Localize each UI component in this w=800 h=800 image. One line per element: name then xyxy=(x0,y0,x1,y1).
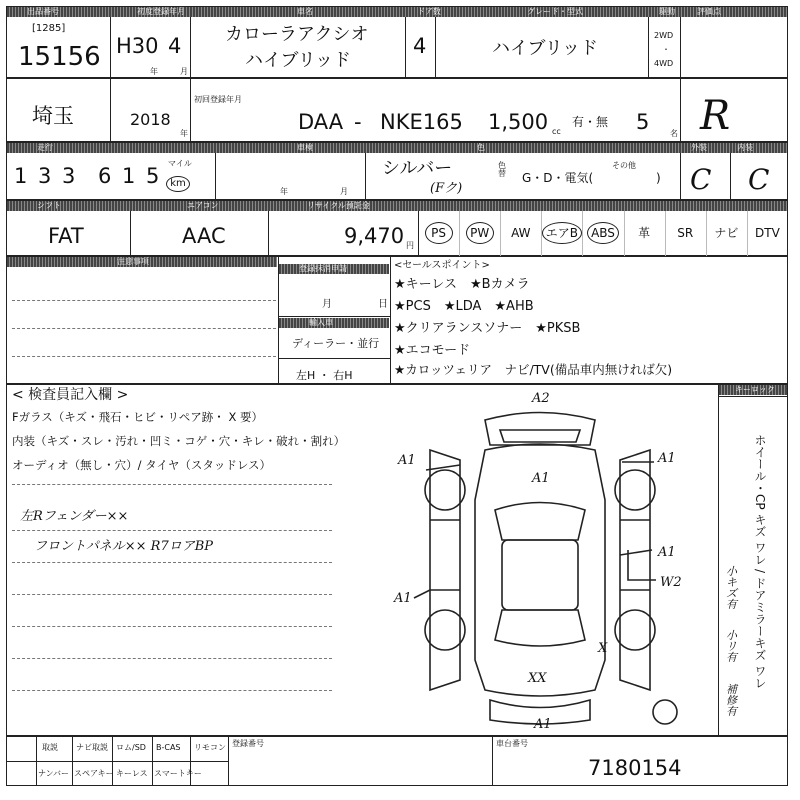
divider xyxy=(718,384,719,736)
car-name-line2: ハイブリッド xyxy=(245,50,352,71)
annotation-a1: A1 xyxy=(398,453,416,468)
row1-header: 出品番号 初度登録年月 車名 ドア数 グレード・型式 駆動 評価点 xyxy=(7,7,787,17)
divider xyxy=(110,17,111,78)
divider xyxy=(365,153,366,200)
inspector-title: < 検査員記入欄 > xyxy=(12,387,129,403)
chassis-label: 車台番号 xyxy=(496,739,528,748)
annotation-a1: A1 xyxy=(394,591,412,606)
model-prefix: DAA xyxy=(298,110,344,134)
handwritten-note: 補修有 xyxy=(726,683,737,718)
option-7: ナビ xyxy=(714,226,739,240)
rear-glass xyxy=(495,610,585,646)
handwritten-note: 小キズ有 xyxy=(726,565,737,611)
divider xyxy=(730,153,731,200)
rear-view-outline xyxy=(485,413,595,446)
divider xyxy=(665,211,666,256)
annotation-a1: A1 xyxy=(532,471,550,486)
reg-year: 2018 xyxy=(130,110,171,129)
color-note: (Fク) xyxy=(430,181,463,196)
handwritten-note: フロントパネル×× R7ロアBP xyxy=(34,539,214,554)
interior-line: 内装（キズ・スレ・汚れ・凹ミ・コゲ・穴・キレ・破れ・割れ） xyxy=(12,434,346,448)
first-reg-month: 4 xyxy=(168,34,182,58)
annotation-a1: A1 xyxy=(658,451,676,466)
divider xyxy=(405,17,406,78)
keylock-circle xyxy=(653,700,677,724)
option-8: DTV xyxy=(755,226,780,240)
reg-label: 登録番号 xyxy=(232,739,264,748)
divider xyxy=(541,211,542,256)
divider xyxy=(130,211,131,256)
import-header: 輸入車 xyxy=(279,318,389,328)
divider xyxy=(190,17,191,78)
divider xyxy=(500,211,501,256)
km-unit: km xyxy=(166,176,190,192)
handwritten-note: 小リ有 xyxy=(726,629,737,664)
sales-point: ★PCS ★LDA ★AHB xyxy=(394,299,534,314)
car-name-line1: カローラアクシオ xyxy=(225,24,369,45)
notes-header: 注意事項 xyxy=(7,257,277,267)
turbo: 有・無 xyxy=(572,115,609,129)
wheel-mirror-notes: ホイール・CP キズ ワレ / ドアミラーキズ ワレ xyxy=(753,434,767,689)
divider xyxy=(680,78,681,142)
windshield-line: Fガラス（キズ・飛石・ヒビ・リペア跡・ X 要） xyxy=(12,410,263,424)
chassis-number: 7180154 xyxy=(588,756,682,780)
seats: 5 xyxy=(636,110,650,134)
sales-header: <セールスポイント> xyxy=(394,260,490,271)
wheel-front-right xyxy=(615,610,655,650)
divider xyxy=(747,211,748,256)
annotation-a1: A1 xyxy=(658,545,676,560)
divider xyxy=(268,211,269,256)
color: シルバー xyxy=(382,158,453,179)
annotation-a2: A2 xyxy=(532,391,550,406)
displacement: 1,500 xyxy=(488,110,549,134)
divider xyxy=(435,17,436,78)
handwritten-note: 左Rフェンダー×× xyxy=(20,509,129,524)
model-code: NKE165 xyxy=(380,110,463,134)
first-reg-era-year: H30 xyxy=(116,34,159,58)
sales-point: ★クリアランスソナー ★PKSB xyxy=(394,321,581,336)
annotation-a1: A1 xyxy=(534,717,552,732)
wheel-rear-left xyxy=(425,470,465,510)
row3-header: 走行 車検 色 外装 内装 xyxy=(7,143,787,153)
divider xyxy=(459,211,460,256)
door-count: 4 xyxy=(413,34,427,58)
divider xyxy=(390,256,391,384)
option-6: SR xyxy=(677,226,694,240)
region: 埼玉 xyxy=(32,104,74,128)
annotation-xx: XX xyxy=(528,671,547,686)
row4-header: シフト エアコン リサイクル預託金 xyxy=(7,201,787,211)
option-5: 革 xyxy=(638,226,651,240)
option-4: ABS xyxy=(582,222,623,244)
divider xyxy=(680,17,681,78)
lot-small: [1285] xyxy=(32,23,66,34)
option-0: PS xyxy=(418,222,459,244)
right-side-outline xyxy=(620,450,650,690)
dereg-header: 登録抹消申請 xyxy=(279,264,389,274)
paint-type: G・D・電気( xyxy=(522,171,594,185)
grade: ハイブリッド xyxy=(492,38,599,59)
lot-number: 15156 xyxy=(18,42,101,72)
keylock-header: キーロック xyxy=(719,385,787,395)
option-2: AW xyxy=(511,226,531,240)
recycle-fee: 9,470 xyxy=(344,224,405,248)
divider xyxy=(624,211,625,256)
divider xyxy=(110,78,111,142)
air-conditioner: AAC xyxy=(182,224,226,248)
car-diagram xyxy=(390,390,720,732)
divider xyxy=(582,211,583,256)
annotation-x: X xyxy=(598,641,608,656)
annotation-w2: W2 xyxy=(660,575,682,590)
divider xyxy=(648,17,649,78)
wheel-rear-right xyxy=(615,470,655,510)
divider xyxy=(190,78,191,142)
interior-grade: C xyxy=(748,163,770,196)
score: R xyxy=(700,93,731,139)
dealer-parallel: ディーラー・並行 xyxy=(292,337,380,350)
auction-sheet: 出品番号 初度登録年月 車名 ドア数 グレード・型式 駆動 評価点 [1285] 15156 H30 4 年 月 カローラアクシオ ハイブリッド 4 ハイブリッド 2WD ・ 4WD R 埼玉 2018 年 初回登録年月 DAA - NKE165 1,500 cc 有・無 5 名 走行 車検 色 外装 内装 1 3 3 6 1 5 マイル km 年 月 シルバー (Fク) 色替 G・D・電気( その他 ) C C シフト エアコン リサイクル預託金 FAT AAC 9,470 円 PS PW AW エアB ABS 革 SR ナビ DTV 注意事項 登録抹消申請 月 日 輸入車 ディーラー・並行 左H ・ 右H <セールスポイント> ★キーレス ★Bカメラ ★PCS ★LDA ★AHB ★クリアランスソナー ★PKSB ★エコモード ★カロッツェリア ナビ/TV(備品車内無ければ欠) < 検査員記入欄 > Fガラス（キズ・飛石・ヒビ・リペア跡・ X 要） 内装（キズ・スレ・汚れ・凹ミ・コゲ・穴・キレ・破れ・割れ） オーディオ（無し・穴）/ タイヤ（スタッドレス） 左Rフェンダー×× フロントパネル×× R7ロアBP A2 A1 A1 A1 A1 A1 W2 XX X A1 キーロック ホイール・CP キズ ワレ / ドアミラーキズ ワレ 小キズ有 小リ有 補修有 取説 ナビ取説 ロム/SD B-CAS リモコン ナンバー スペアキー キーレス スマートキー 登録番号 車台番号 7180154 xyxy=(0,0,800,800)
steering-side: 左H ・ 右H xyxy=(296,369,353,382)
divider xyxy=(215,153,216,200)
sales-point: ★キーレス ★Bカメラ xyxy=(394,277,530,292)
sales-point: ★エコモード xyxy=(394,343,471,358)
exterior-grade: C xyxy=(690,163,712,196)
wheel-front-left xyxy=(425,610,465,650)
option-3: エアB xyxy=(541,222,582,244)
sales-point: ★カロッツェリア ナビ/TV(備品車内無ければ欠) xyxy=(394,362,673,377)
divider xyxy=(680,153,681,200)
shift: FAT xyxy=(48,224,84,248)
audio-tire-line: オーディオ（無し・穴）/ タイヤ（スタッドレス） xyxy=(12,458,272,472)
left-side-outline xyxy=(430,450,460,690)
option-1: PW xyxy=(459,222,500,244)
divider xyxy=(706,211,707,256)
roof xyxy=(502,540,578,610)
windshield xyxy=(495,503,585,541)
